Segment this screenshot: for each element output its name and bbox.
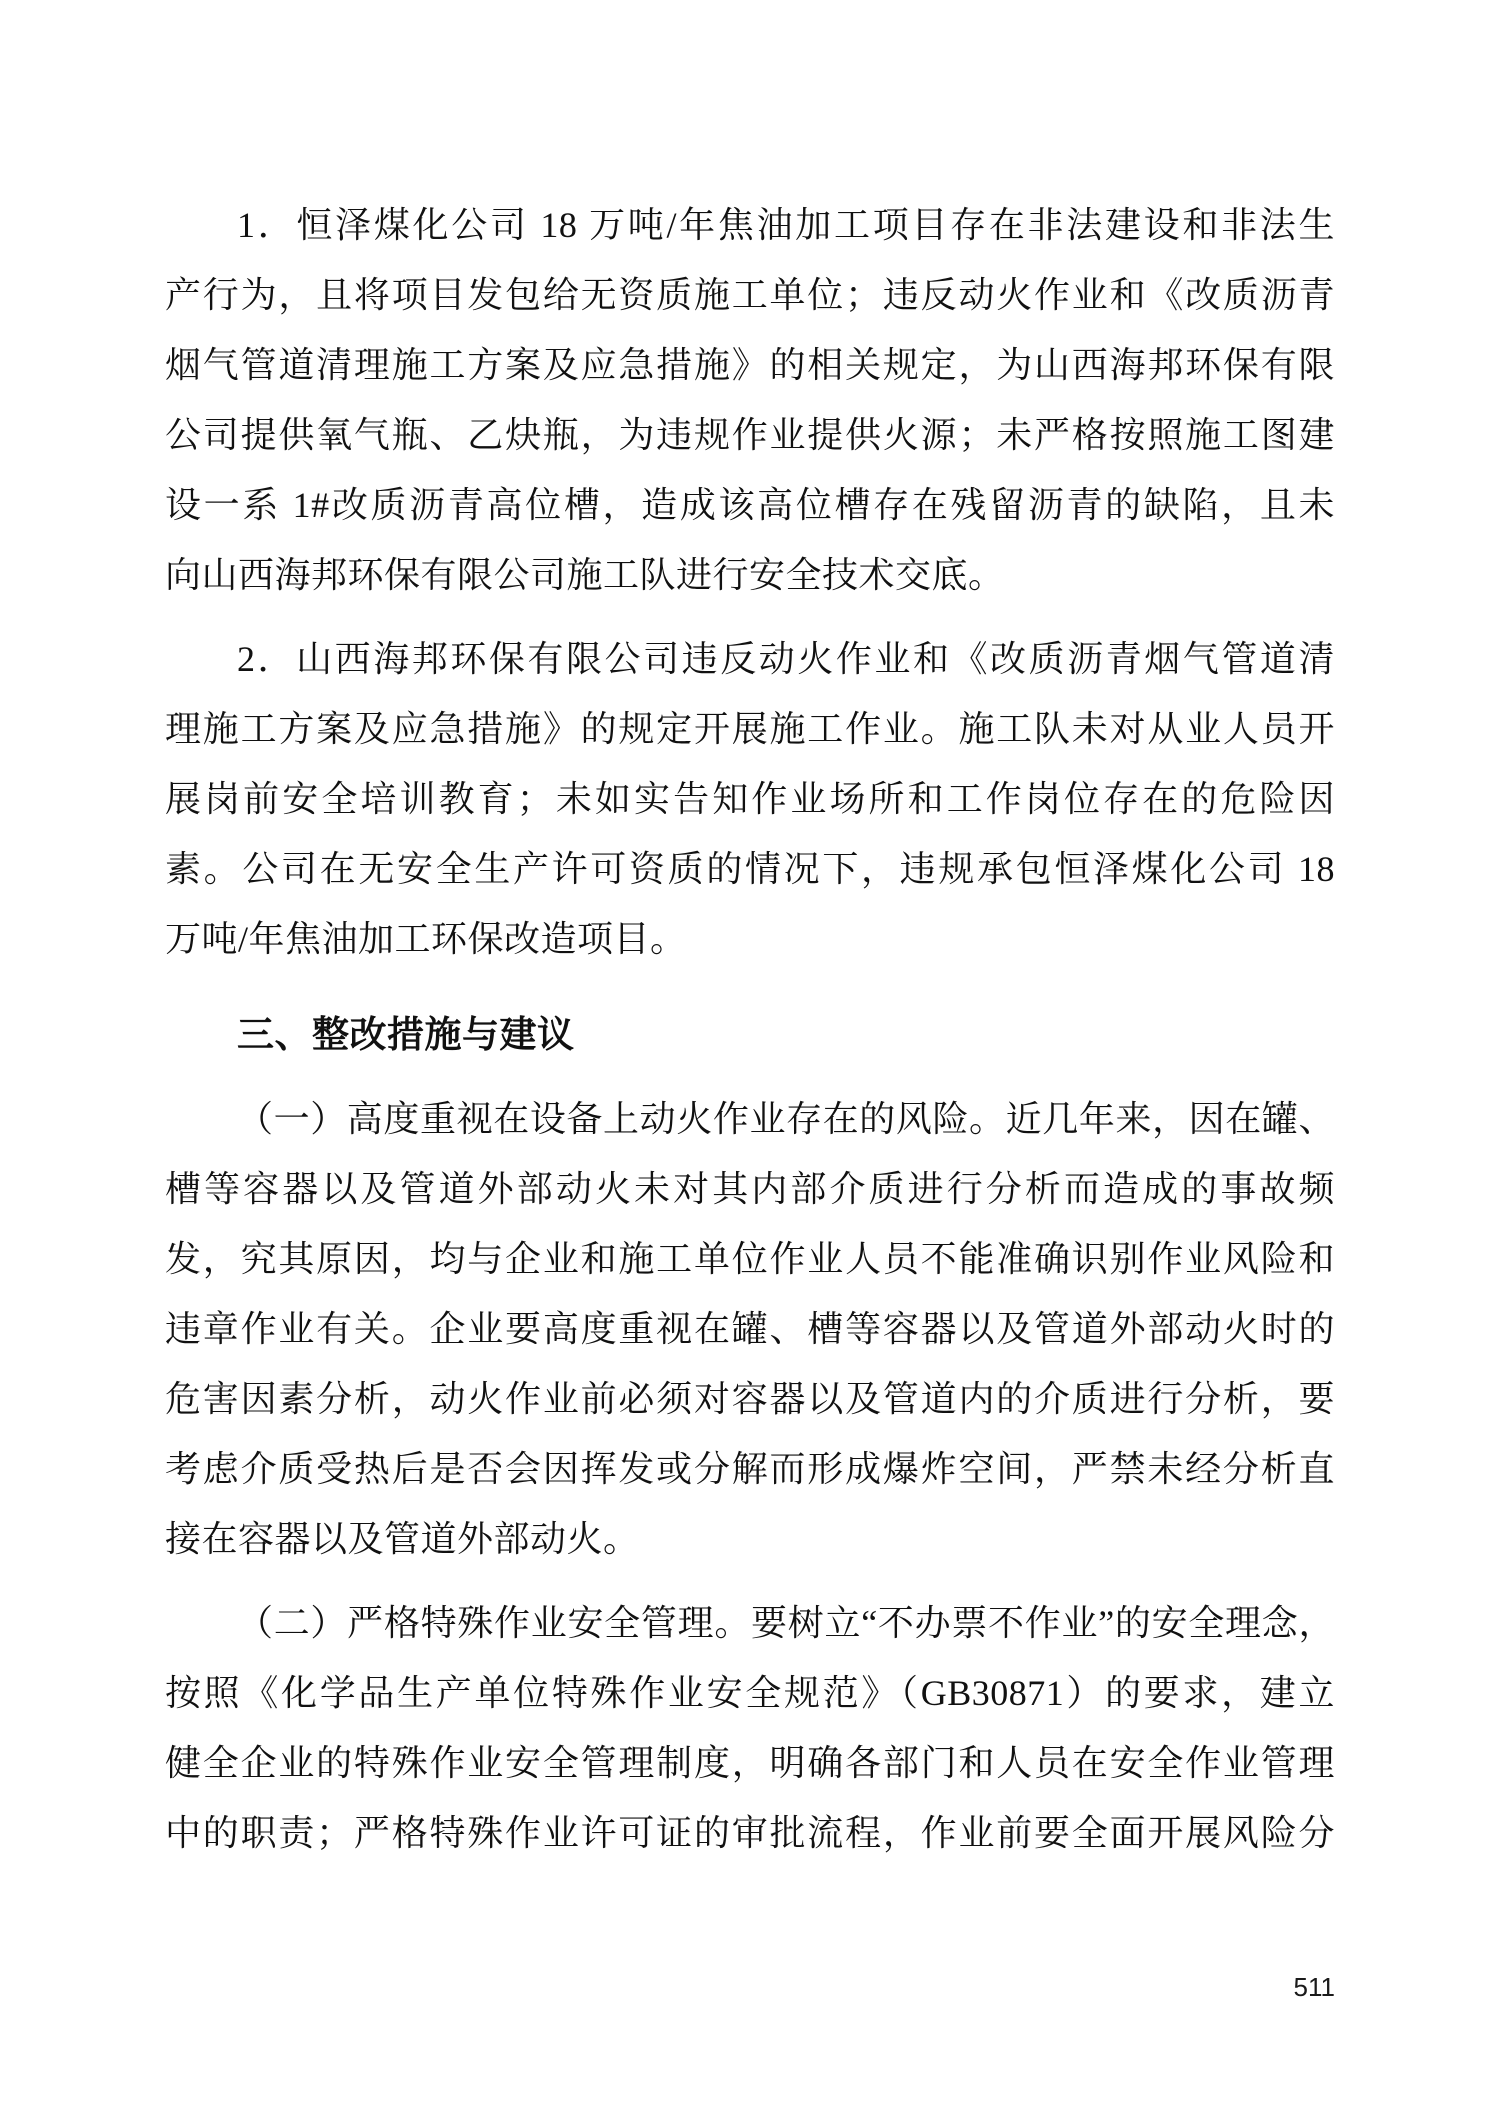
section-heading — [165, 1000, 1335, 1070]
text-line: 健全企业的特殊作业安全管理制度，明确各部门和人员在安全作业管理 — [165, 1743, 1335, 1783]
text-line: 2．山西海邦环保有限公司违反动火作业和《改质沥青烟气管道清 — [237, 639, 1335, 679]
paragraph — [165, 1588, 1335, 1868]
paragraph — [165, 190, 1335, 610]
paragraph — [165, 624, 1335, 974]
text-line: 按照《化学品生产单位特殊作业安全规范》（GB30871）的要求，建立 — [165, 1673, 1335, 1713]
text-line: 违章作业有关。企业要高度重视在罐、槽等容器以及管道外部动火时的 — [165, 1309, 1335, 1349]
text-line: 理施工方案及应急措施》的规定开展施工作业。施工队未对从业人员开 — [165, 709, 1335, 749]
text-line: 考虑介质受热后是否会因挥发或分解而形成爆炸空间，严禁未经分析直 — [165, 1449, 1335, 1489]
text-line: 公司提供氧气瓶、乙炔瓶，为违规作业提供火源；未严格按照施工图建 — [165, 415, 1335, 455]
text-line: 接在容器以及管道外部动火。 — [165, 1519, 640, 1559]
text-line: 展岗前安全培训教育；未如实告知作业场所和工作岗位存在的危险因 — [165, 779, 1335, 819]
text-line: 素。公司在无安全生产许可资质的情况下，违规承包恒泽煤化公司 18 — [165, 849, 1335, 889]
heading-text: 三、整改措施与建议 — [237, 1014, 575, 1055]
text-line: 产行为，且将项目发包给无资质施工单位；违反动火作业和《改质沥青 — [165, 275, 1335, 315]
text-line: 槽等容器以及管道外部动火未对其内部介质进行分析而造成的事故频 — [165, 1169, 1335, 1209]
text-line: 中的职责；严格特殊作业许可证的审批流程，作业前要全面开展风险分 — [165, 1813, 1335, 1853]
document-body — [165, 190, 1335, 1868]
paragraph — [165, 1084, 1335, 1574]
page-number: 511 — [1293, 1972, 1335, 2002]
text-line: （二）严格特殊作业安全管理。要树立“不办票不作业”的安全理念， — [237, 1603, 1335, 1643]
text-line: 万吨/年焦油加工环保改造项目。 — [165, 919, 687, 959]
text-line: （一）高度重视在设备上动火作业存在的风险。近几年来，因在罐、 — [237, 1099, 1335, 1139]
text-line: 向山西海邦环保有限公司施工队进行安全技术交底。 — [165, 555, 1005, 595]
text-line: 设一系 1#改质沥青高位槽，造成该高位槽存在残留沥青的缺陷，且未 — [165, 485, 1335, 525]
text-line: 烟气管道清理施工方案及应急措施》的相关规定，为山西海邦环保有限 — [165, 345, 1335, 385]
text-line: 发，究其原因，均与企业和施工单位作业人员不能准确识别作业风险和 — [165, 1239, 1335, 1279]
text-line: 危害因素分析，动火作业前必须对容器以及管道内的介质进行分析，要 — [165, 1379, 1335, 1419]
text-line: 1．恒泽煤化公司 18 万吨/年焦油加工项目存在非法建设和非法生 — [237, 205, 1335, 245]
